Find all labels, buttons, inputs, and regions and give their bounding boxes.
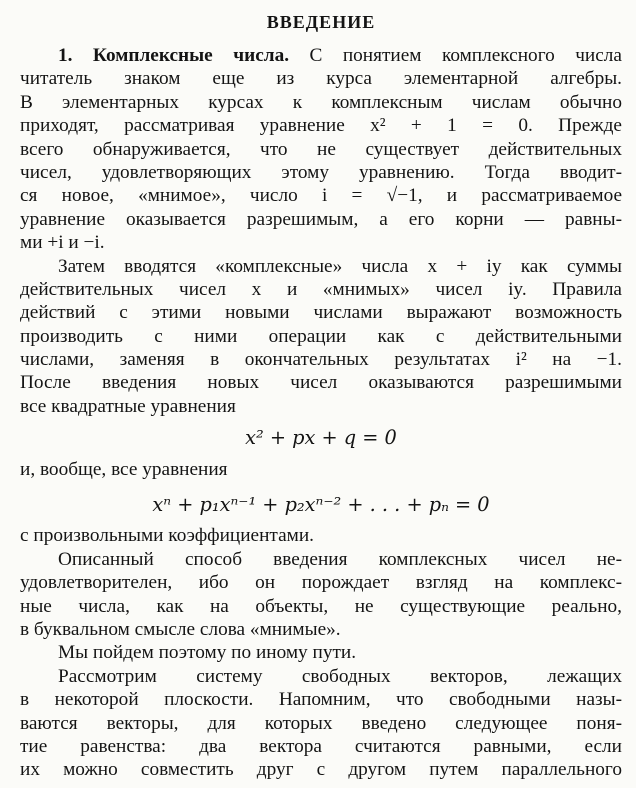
text-line: После введения новых чисел оказываются разрешимыми	[20, 372, 622, 394]
text-line: всего обнаруживается, что не существует действительных	[20, 138, 622, 160]
section-heading: 1. Комплексные числа.	[58, 45, 290, 66]
text-line: тие равенства: два вектора считаются равными, если	[20, 735, 622, 757]
paragraph-2	[20, 255, 622, 419]
text-line: ные числа, как на объекты, не существующие реально,	[20, 595, 622, 617]
text-line: чисел, удовлетворяющих этому уравнению. Тогда вводит-	[20, 161, 622, 183]
text-line: ся новое, «мнимое», число i = √−1, и рассматриваемое	[20, 185, 622, 207]
formula-quadratic: x² + px + q = 0	[245, 426, 397, 450]
text-line: производить с ними операции как с действительными	[20, 325, 622, 347]
text-line: удовлетворителен, ибо он порождает взгляд на комплекс-	[20, 572, 622, 594]
text-line: действий с этими новыми числами выражают возможность	[20, 302, 622, 324]
text-line: ваются векторы, для которых введено следующее поня-	[20, 712, 622, 734]
text-line: в некоторой плоскости. Напомним, что свободными назы-	[20, 689, 622, 711]
text-line: все квадратные уравнения	[20, 395, 236, 417]
text-line: приходят, рассматривая уравнение x² + 1 = 0. Прежде	[20, 115, 622, 137]
text-line: с произвольными коэффициентами.	[20, 525, 314, 547]
paragraph-7	[20, 665, 622, 782]
text-line: ми +i и −i.	[20, 232, 105, 254]
paragraph-1	[20, 44, 622, 255]
text-line: 1. Комплексные числа. С понятием комплексного числа	[58, 45, 622, 66]
formula-polynomial: xⁿ + p₁xⁿ⁻¹ + p₂xⁿ⁻² + . . . + pₙ = 0	[152, 493, 490, 517]
text-line: Затем вводятся «комплексные» числа x + iy как суммы	[58, 255, 622, 277]
text-line: Рассмотрим систему свободных векторов, лежащих	[58, 665, 622, 687]
text-line: их можно совместить друг с другом путем параллельного	[20, 759, 622, 781]
text-line: Мы пойдем поэтому по иному пути.	[58, 642, 357, 664]
text-line: читатель знаком еще из курса элементарной алгебры.	[20, 68, 622, 90]
text-line: В элементарных курсах к комплексным числам обычно	[20, 91, 622, 113]
text-line: и, вообще, все уравнения	[20, 458, 228, 480]
paragraph-5	[20, 548, 622, 642]
text-line: числами, заменяя в окончательных результатах i² на −1.	[20, 349, 622, 371]
text-line: Описанный способ введения комплексных чисел не-	[58, 548, 622, 570]
text-line: действительных чисел x и «мнимых» чисел iy. Правила	[20, 278, 622, 300]
text-line: в буквальном смысле слова «мнимые».	[20, 618, 341, 640]
page-title: ВВЕДЕНИЕ	[266, 12, 376, 32]
text-line: уравнение оказывается разрешимым, а его корни — равны-	[20, 208, 622, 230]
